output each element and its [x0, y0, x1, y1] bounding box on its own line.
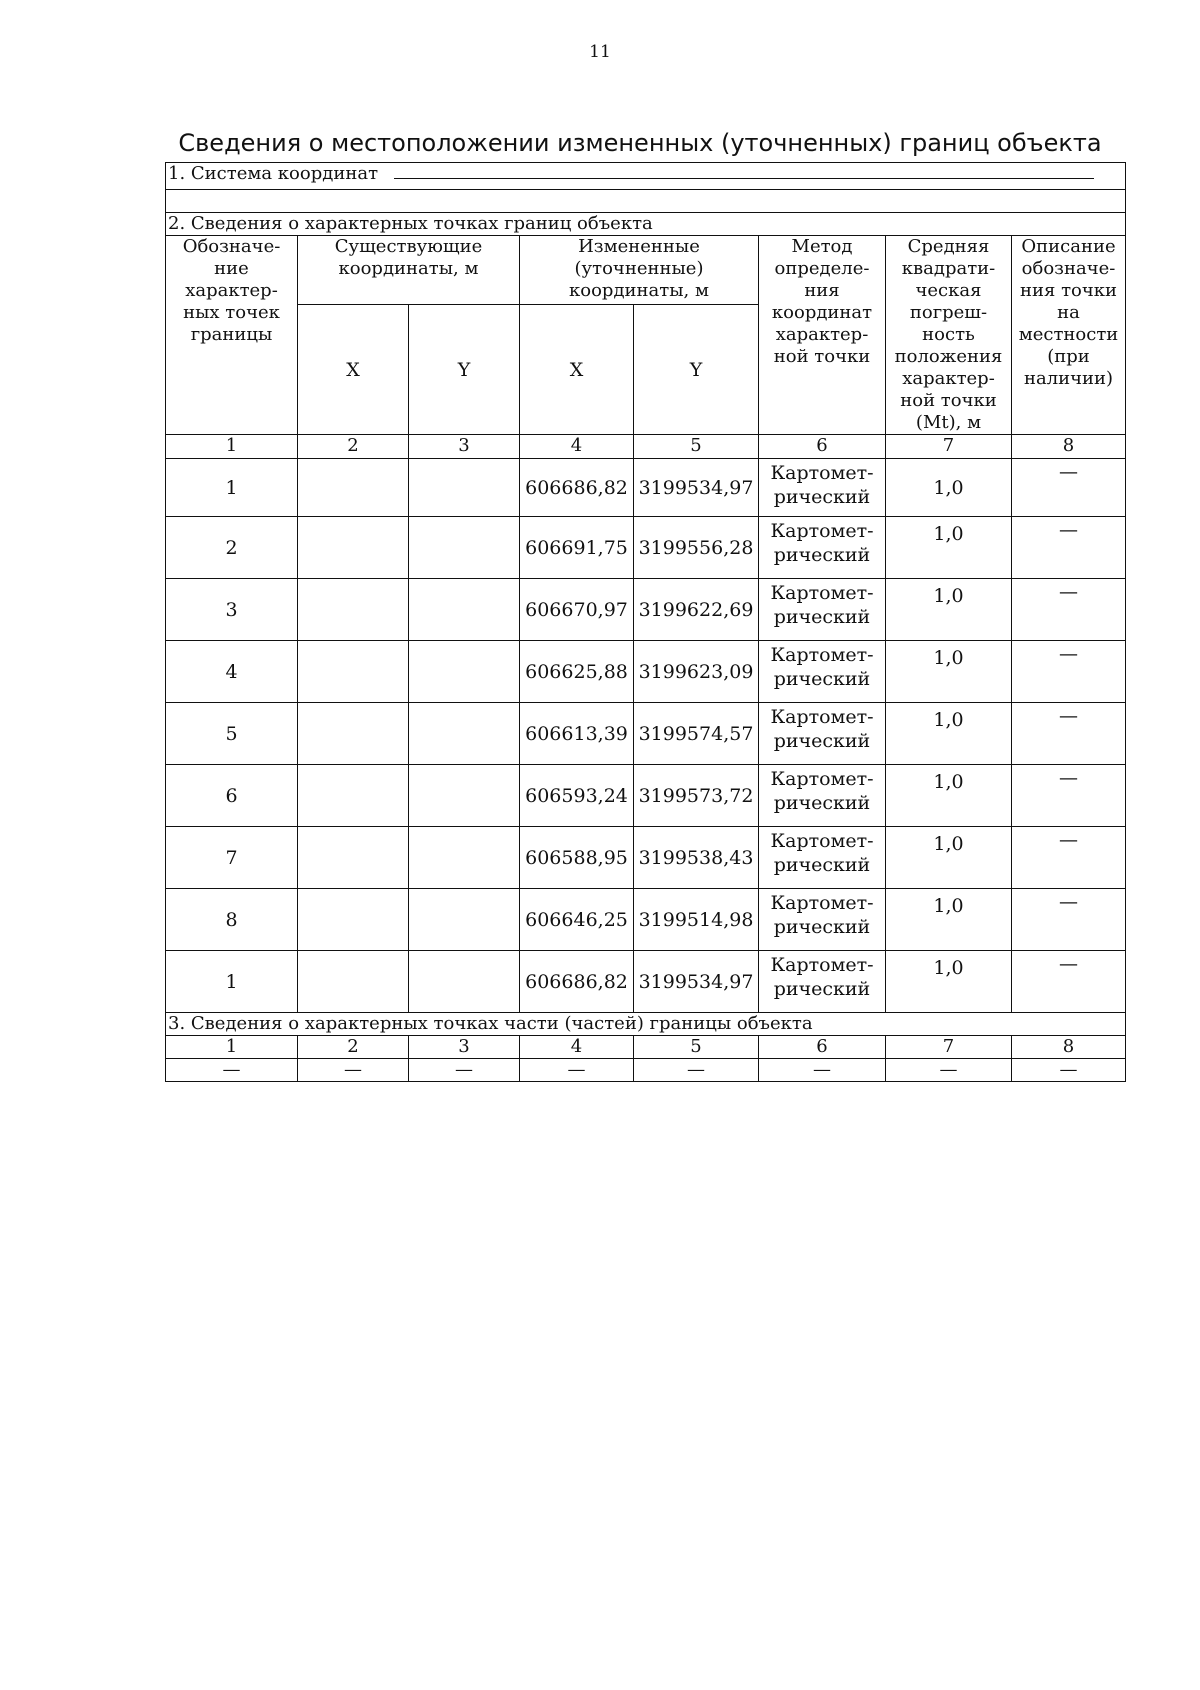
column-number: 2 — [298, 1036, 409, 1059]
section-3-label: 3. Сведения о характерных точках части (частей) границы объекта — [166, 1013, 1126, 1036]
point-x: 606588,95 — [520, 827, 634, 889]
point-x: 606646,25 — [520, 889, 634, 951]
point-x-existing — [298, 641, 409, 703]
point-id: 4 — [166, 641, 298, 703]
header-y-existing: Y — [409, 305, 520, 435]
point-x: 606691,75 — [520, 517, 634, 579]
point-y-existing — [409, 703, 520, 765]
column-number: 1 — [166, 435, 298, 459]
point-mt: 1,0 — [886, 765, 1012, 827]
column-number: 4 — [520, 1036, 634, 1059]
point-row — [166, 951, 1126, 1013]
empty-cell: — — [520, 1059, 634, 1082]
header-method: Метод определе- ния координат характер- ной точки — [759, 236, 886, 435]
header-x-changed: X — [520, 305, 634, 435]
point-y: 3199623,09 — [634, 641, 759, 703]
point-x-existing — [298, 703, 409, 765]
header-designation: Обозначе- ние характер- ных точек границы — [166, 236, 298, 435]
point-y-existing — [409, 641, 520, 703]
header-mean-error: Средняя квадрати- ческая погреш- ность положения характер- ной точки (Mt), м — [886, 236, 1012, 435]
point-id: 5 — [166, 703, 298, 765]
point-y-existing — [409, 579, 520, 641]
boundary-points-table — [165, 162, 1126, 1082]
point-x-existing — [298, 459, 409, 517]
point-row — [166, 765, 1126, 827]
point-description: — — [1012, 517, 1126, 579]
header-x-existing: X — [298, 305, 409, 435]
header-changed-coords: Измененные (уточненные) координаты, м — [520, 236, 759, 305]
column-number: 3 — [409, 435, 520, 459]
point-y: 3199556,28 — [634, 517, 759, 579]
point-y: 3199534,97 — [634, 459, 759, 517]
empty-cell: — — [298, 1059, 409, 1082]
point-mt: 1,0 — [886, 517, 1012, 579]
point-y: 3199573,72 — [634, 765, 759, 827]
point-row — [166, 641, 1126, 703]
section-1-label: 1. Система координат — [168, 163, 379, 184]
column-number: 7 — [886, 435, 1012, 459]
point-x-existing — [298, 579, 409, 641]
point-mt: 1,0 — [886, 641, 1012, 703]
point-method: Картомет- рический — [759, 459, 886, 517]
point-y-existing — [409, 459, 520, 517]
point-id: 6 — [166, 765, 298, 827]
point-id: 1 — [166, 459, 298, 517]
point-mt: 1,0 — [886, 579, 1012, 641]
section-1-row — [166, 163, 1126, 190]
point-description: — — [1012, 765, 1126, 827]
section-2-label: 2. Сведения о характерных точках границ объекта — [166, 213, 1126, 236]
document-title: Сведения о местоположении измененных (уточненных) границ объекта — [178, 129, 1102, 157]
point-method: Картомет- рический — [759, 951, 886, 1013]
point-y-existing — [409, 951, 520, 1013]
column-number: 8 — [1012, 435, 1126, 459]
point-method: Картомет- рический — [759, 889, 886, 951]
point-row — [166, 703, 1126, 765]
point-y: 3199538,43 — [634, 827, 759, 889]
point-row — [166, 579, 1126, 641]
point-id: 3 — [166, 579, 298, 641]
page-number: 11 — [589, 42, 611, 62]
empty-cell: — — [634, 1059, 759, 1082]
point-id: 8 — [166, 889, 298, 951]
point-row — [166, 459, 1126, 517]
header-y-changed: Y — [634, 305, 759, 435]
column-number: 3 — [409, 1036, 520, 1059]
point-x-existing — [298, 827, 409, 889]
point-x: 606686,82 — [520, 459, 634, 517]
point-id: 7 — [166, 827, 298, 889]
empty-cell: — — [886, 1059, 1012, 1082]
empty-cell: — — [1012, 1059, 1126, 1082]
point-y-existing — [409, 827, 520, 889]
point-mt: 1,0 — [886, 951, 1012, 1013]
point-method: Картомет- рический — [759, 641, 886, 703]
point-id: 1 — [166, 951, 298, 1013]
point-method: Картомет- рический — [759, 827, 886, 889]
point-x-existing — [298, 889, 409, 951]
section-3-column-number-row — [166, 1036, 1126, 1059]
point-description: — — [1012, 641, 1126, 703]
point-mt: 1,0 — [886, 703, 1012, 765]
point-y: 3199514,98 — [634, 889, 759, 951]
point-description: — — [1012, 951, 1126, 1013]
column-number: 5 — [634, 435, 759, 459]
point-mt: 1,0 — [886, 827, 1012, 889]
point-x-existing — [298, 951, 409, 1013]
point-y: 3199534,97 — [634, 951, 759, 1013]
point-row — [166, 889, 1126, 951]
point-x-existing — [298, 517, 409, 579]
empty-cell: — — [409, 1059, 520, 1082]
coordinate-system-line — [394, 164, 1094, 179]
point-id: 2 — [166, 517, 298, 579]
point-row — [166, 517, 1126, 579]
column-number: 1 — [166, 1036, 298, 1059]
point-description: — — [1012, 579, 1126, 641]
point-mt: 1,0 — [886, 889, 1012, 951]
point-x: 606613,39 — [520, 703, 634, 765]
header-description: Описание обозначе- ния точки на местности (при наличии) — [1012, 236, 1126, 435]
point-x: 606686,82 — [520, 951, 634, 1013]
point-description: — — [1012, 459, 1126, 517]
point-y: 3199574,57 — [634, 703, 759, 765]
empty-cell: — — [759, 1059, 886, 1082]
point-y-existing — [409, 889, 520, 951]
header-existing-coords: Существующие координаты, м — [298, 236, 520, 305]
column-number: 7 — [886, 1036, 1012, 1059]
column-number: 2 — [298, 435, 409, 459]
section-3-empty-row — [166, 1059, 1126, 1082]
column-number: 4 — [520, 435, 634, 459]
point-y-existing — [409, 517, 520, 579]
column-number: 8 — [1012, 1036, 1126, 1059]
point-method: Картомет- рический — [759, 703, 886, 765]
point-y: 3199622,69 — [634, 579, 759, 641]
point-row — [166, 827, 1126, 889]
empty-cell: — — [166, 1059, 298, 1082]
point-method: Картомет- рический — [759, 579, 886, 641]
column-number: 5 — [634, 1036, 759, 1059]
point-description: — — [1012, 827, 1126, 889]
point-description: — — [1012, 889, 1126, 951]
point-description: — — [1012, 703, 1126, 765]
point-mt: 1,0 — [886, 459, 1012, 517]
point-x: 606625,88 — [520, 641, 634, 703]
point-x-existing — [298, 765, 409, 827]
column-number-row — [166, 435, 1126, 459]
point-x: 606670,97 — [520, 579, 634, 641]
point-x: 606593,24 — [520, 765, 634, 827]
point-method: Картомет- рический — [759, 765, 886, 827]
column-number: 6 — [759, 435, 886, 459]
column-number: 6 — [759, 1036, 886, 1059]
section-1-blank-row — [166, 190, 1126, 213]
point-y-existing — [409, 765, 520, 827]
point-method: Картомет- рический — [759, 517, 886, 579]
